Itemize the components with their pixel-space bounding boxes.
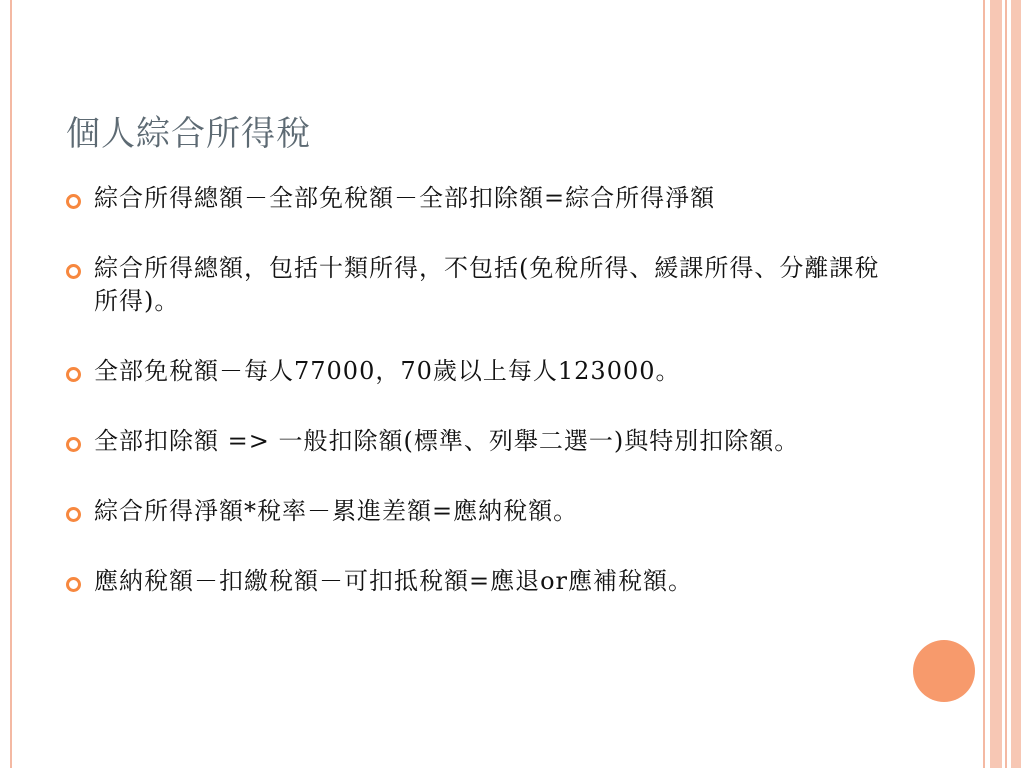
bullet-text: 全部扣除額 => 一般扣除額(標準、列舉二選一)與特別扣除額。 xyxy=(94,427,800,455)
circle-bullet-icon xyxy=(66,264,81,279)
bullet-text: 全部免稅額－每人77000，70歲以上每人123000。 xyxy=(94,357,681,385)
bullet-item xyxy=(66,495,886,528)
slide-title: 個人綜合所得稅 xyxy=(66,114,311,154)
circle-bullet-icon xyxy=(66,507,81,522)
circle-bullet-icon xyxy=(66,194,81,209)
bullet-text: 綜合所得總額，包括十類所得，不包括(免稅所得、緩課所得、分離課稅所得)。 xyxy=(94,254,880,315)
orange-circle-icon xyxy=(913,640,975,702)
bullet-item xyxy=(66,252,886,318)
bullet-item xyxy=(66,355,886,388)
left-border-stripe xyxy=(10,0,12,768)
bullet-text: 綜合所得總額－全部免稅額－全部扣除額=綜合所得淨額 xyxy=(94,184,716,212)
bullet-text: 綜合所得淨額*稅率－累進差額=應納稅額。 xyxy=(94,497,579,525)
circle-bullet-icon xyxy=(66,577,81,592)
right-border-stripe xyxy=(983,0,985,768)
circle-bullet-icon xyxy=(66,367,81,382)
bullet-text: 應納稅額－扣繳稅額－可扣抵稅額=應退or應補稅額。 xyxy=(94,567,694,595)
right-border-stripe xyxy=(990,0,1002,768)
bullet-item xyxy=(66,182,886,215)
bullet-item xyxy=(66,565,886,598)
bullet-list xyxy=(66,182,886,598)
right-border-stripe xyxy=(1011,0,1021,768)
right-border-stripe xyxy=(1005,0,1007,768)
circle-bullet-icon xyxy=(66,437,81,452)
bullet-item xyxy=(66,425,886,458)
